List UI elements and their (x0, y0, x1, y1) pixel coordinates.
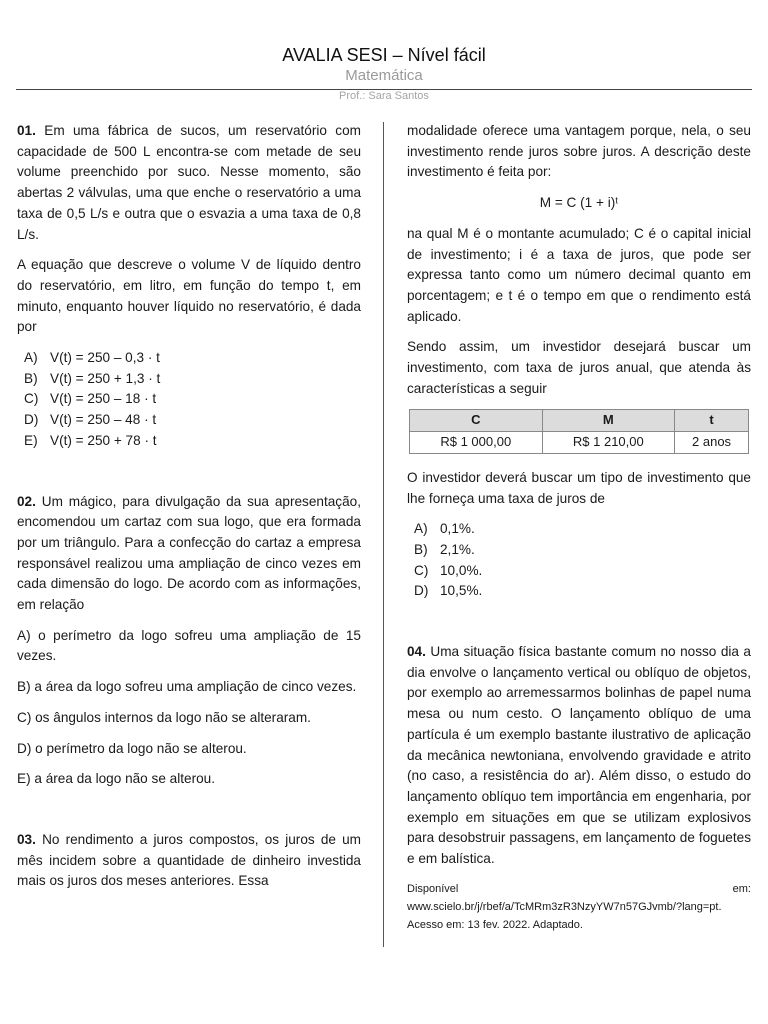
q1-option-b[interactable]: B) V(t) = 250 + 1,3 · t (24, 370, 161, 386)
q4-source: Disponível em: www.scielo.br/j/rbef/a/TcMRm3zR3NzyYW7n57GJvmb/?lang=pt. Acesso em: 13 fev. 2022. Adaptado. (407, 882, 751, 931)
table-header-m: M (542, 410, 675, 432)
q1-options (17, 348, 361, 452)
q4-stem: 04. Uma situação física bastante comum no nosso dia a dia envolve o lançamento vertical ou oblíquo de objetos, por exemplo ao arremessarmos bolinhas de papel numa mesa ou num cesto. O lançamento oblíquo de uma partícula é um exemplo bastante ilustrativo de aplicação da mecânica newtoniana, envolvendo gravidade e atrito (no caso, a resistência do ar). Além disso, o estudo do lançamento oblíquo tem importância em engenharia, por exemplo em situações em que se utilizam explosivos para desobstruir passagens, em lançamento de foguetes e em balística. (407, 644, 751, 867)
right-column (407, 121, 751, 934)
q3-question: O investidor deverá buscar um tipo de investimento que lhe forneça uma taxa de juros de (407, 469, 751, 506)
q4-number: 04. (407, 644, 426, 660)
investment-table (409, 409, 749, 453)
table-header-row (410, 410, 749, 432)
professor-label: Prof.: Sara Santos (339, 90, 429, 102)
q3-option-c[interactable]: C) 10,0%. (414, 562, 483, 578)
subject-label: Matemática (345, 67, 423, 84)
q1-option-a[interactable]: A) V(t) = 250 – 0,3 · t (24, 350, 160, 366)
q3-options (407, 519, 751, 602)
left-column (17, 121, 361, 902)
q3-stem-left: 03. No rendimento a juros compostos, os juros de um mês incidem sobre a quantidade de dinheiro investida mais os juros dos meses anteriores. Essa (17, 831, 361, 889)
table-cell-t: 2 anos (675, 432, 749, 454)
q3-explanation: na qual M é o montante acumulado; C é o capital inicial de investimento; i é a taxa de juros, que pode ser expressa tanto como um número decimal quanto em porcentagem; e t é o tempo em que o rendimento está aplicado. (407, 225, 751, 324)
q3-option-d[interactable]: D) 10,5%. (414, 583, 483, 599)
q2-option-a[interactable]: A) o perímetro da logo sofreu uma ampliação de 15 vezes. (17, 627, 361, 664)
table-cell-c: R$ 1 000,00 (410, 432, 543, 454)
q1-question: A equação que descreve o volume V de líquido dentro do reservatório, em litro, em função do tempo t, em minuto, enquanto houver líquido no reservatório, é dada por (17, 257, 361, 335)
table-header-t: t (675, 410, 749, 432)
table-cell-m: R$ 1 210,00 (542, 432, 675, 454)
q1-option-d[interactable]: D) V(t) = 250 – 48 · t (24, 412, 157, 428)
q1-option-c[interactable]: C) V(t) = 250 – 18 · t (24, 391, 157, 407)
q2-option-b[interactable]: B) a área da logo sofreu uma ampliação de cinco vezes. (17, 679, 357, 695)
q1-stem: 01. Em uma fábrica de sucos, um reservatório com capacidade de 500 L encontra-se com metade de seu volume preenchido por suco. Nesse momento, são abertas 2 válvulas, uma que enche o reservatório a uma taxa de 0,5 L/s e outra que o esvazia a uma taxa de 0,8 L/s. (17, 123, 361, 242)
q2-stem: 02. Um mágico, para divulgação da sua apresentação, encomendou um cartaz com sua logo, que era formada por um triângulo. Para a confecção do cartaz a empresa responsável realizou uma ampliação de cinco vezes em cada dimensão do logo. De acordo com as informações, em relação (17, 493, 362, 613)
q2-number: 02. (17, 493, 36, 509)
q3-option-b[interactable]: B) 2,1%. (414, 541, 475, 557)
q2-option-c[interactable]: C) os ângulos internos da logo não se alteraram. (17, 709, 311, 725)
q2-option-d[interactable]: D) o perímetro da logo não se alterou. (17, 740, 247, 756)
page-header (0, 44, 768, 85)
q3-number: 03. (17, 831, 36, 847)
table-row (410, 432, 749, 454)
q3-formula: M = C (1 + i)ᵗ (539, 195, 619, 211)
q1-number: 01. (17, 123, 36, 138)
page-title: AVALIA SESI – Nível fácil (282, 45, 486, 65)
q1-option-e[interactable]: E) V(t) = 250 + 78 · t (24, 432, 157, 448)
q3-stem-right: modalidade oferece uma vantagem porque, nela, o seu investimento rende juros sobre juros. A descrição deste investimento é feita por: (407, 123, 751, 180)
q3-context: Sendo assim, um investidor desejará buscar um investimento, com taxa de juros anual, que atenda às características a seguir (407, 339, 751, 396)
q2-option-e[interactable]: E) a área da logo não se alterou. (17, 771, 215, 787)
column-divider (383, 122, 384, 947)
q3-option-a[interactable]: A) 0,1%. (414, 521, 475, 537)
table-header-c: C (410, 410, 543, 432)
